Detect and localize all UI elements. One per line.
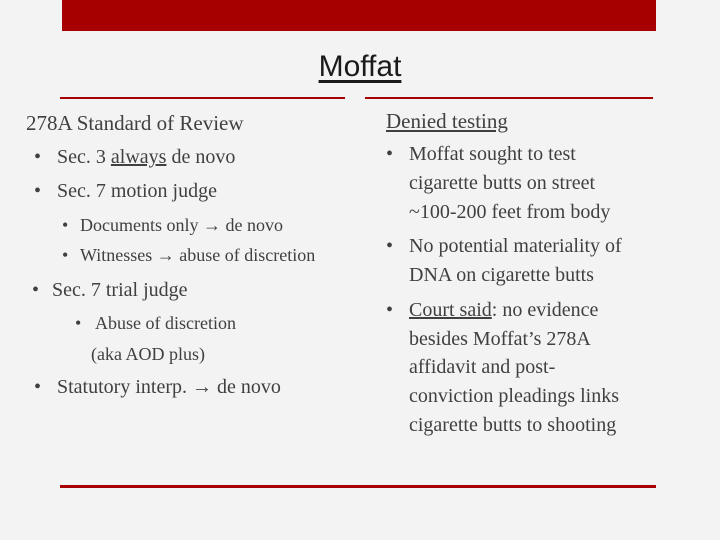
bullet-icon: • — [34, 146, 42, 168]
right-line-1a: Moffat sought to test — [409, 143, 576, 165]
right-line-3c: affidavit and post- — [409, 356, 556, 378]
left-bullet-sec3: Sec. 3 always de novo — [57, 146, 236, 168]
right-line-1b: cigarette butts on street — [409, 172, 596, 194]
bullet-icon: • — [34, 180, 42, 202]
right-line-3a: Court said: no evidence — [409, 299, 599, 321]
left-bullet-statutory: Statutory interp. → de novo — [57, 376, 281, 398]
bottom-rule — [60, 485, 656, 488]
left-bullet-sec7-trial: Sec. 7 trial judge — [52, 279, 188, 301]
right-line-3b: besides Moffat’s 278A — [409, 328, 591, 350]
bullet-icon: • — [75, 313, 82, 333]
left-sub-witnesses: Witnesses → abuse of discretion — [80, 245, 316, 265]
title-rule-right — [365, 97, 653, 99]
left-sub-aod: Abuse of discretion — [95, 313, 236, 333]
left-heading: 278A Standard of Review — [26, 111, 244, 135]
left-sub-aod-plus: (aka AOD plus) — [91, 344, 205, 364]
slide-title: Moffat — [318, 50, 402, 83]
left-bullet-sec7-motion: Sec. 7 motion judge — [57, 180, 217, 202]
right-heading: Denied testing — [386, 109, 508, 133]
bullet-icon: • — [62, 245, 69, 265]
bullet-icon: • — [62, 215, 69, 235]
left-sub-documents: Documents only → de novo — [80, 215, 283, 235]
right-line-2a: No potential materiality of — [409, 235, 622, 257]
right-line-3d: conviction pleadings links — [409, 385, 619, 407]
bullet-icon: • — [386, 235, 394, 257]
bullet-icon: • — [386, 299, 394, 321]
right-line-3e: cigarette butts to shooting — [409, 414, 617, 436]
right-line-1c: ~100-200 feet from body — [409, 201, 611, 223]
bullet-icon: • — [34, 376, 42, 398]
bullet-icon: • — [32, 279, 40, 301]
bullet-icon: • — [386, 143, 394, 165]
right-line-2b: DNA on cigarette butts — [409, 264, 594, 286]
top-accent-bar — [62, 0, 656, 31]
title-rule-left — [60, 97, 345, 99]
